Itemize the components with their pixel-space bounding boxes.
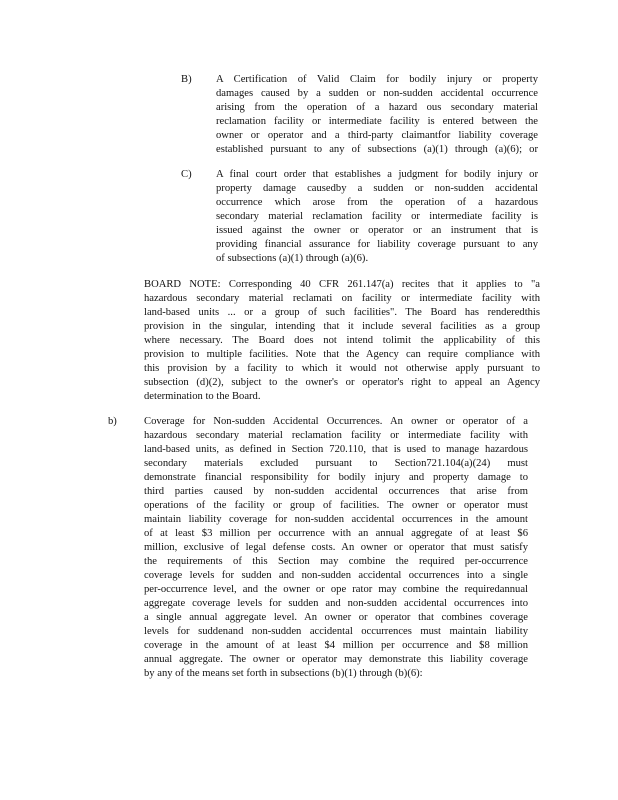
- text-line: coverage levels for sudden and non-sudden accidental occurrences into a single: [144, 570, 528, 581]
- text-line: aggregate coverage levels for sudden and non-sudden accidental occurrences into: [144, 598, 528, 609]
- list-item-text: [216, 168, 538, 266]
- text-line: land-based units ... or a group of such facilities". The Board has renderedthis: [144, 307, 540, 318]
- text-line: per-occurrence level, and the owner or ope rator may combine the requiredannual: [144, 584, 528, 595]
- text-line: third parties caused by non-sudden accidental occurrences that arise from: [144, 486, 528, 497]
- list-marker: B): [181, 74, 192, 85]
- text-line: coverage in the amount of at least $4 million per occurrence and $8 million: [144, 640, 528, 651]
- list-marker: C): [181, 169, 192, 180]
- text-line: reclamation facility or intermediate facility is entered between the: [216, 116, 538, 127]
- text-line: levels for suddenand non-sudden accidental occurrences must maintain liability: [144, 626, 528, 637]
- text-line: issued against the owner or operator or an instrument that is: [216, 225, 538, 236]
- text-line: established pursuant to any of subsections (a)(1) through (a)(6); or: [216, 144, 538, 155]
- text-line: provision in the singular, intending that it include several facilities as a group: [144, 321, 540, 332]
- board-note: [144, 278, 540, 404]
- text-line: owner or operator and a third-party claimantfor liability coverage: [216, 130, 538, 141]
- subsection-marker: b): [108, 416, 117, 427]
- text-line: property damage causedby a sudden or non-sudden accidental: [216, 183, 538, 194]
- text-line: demonstrate financial responsibility for bodily injury and property damage to: [144, 472, 528, 483]
- list-item-text: [216, 73, 538, 157]
- text-line: A Certification of Valid Claim for bodily injury or property: [216, 74, 538, 85]
- text-line: hazardous secondary material reclamati on facility or intermediate facility with: [144, 293, 540, 304]
- text-line: provision to multiple facilities. Note that the Agency can require compliance with: [144, 349, 540, 360]
- text-line: determination to the Board.: [144, 391, 261, 402]
- text-line: of at least $3 million per occurrence with an annual aggregate of at least $6: [144, 528, 528, 539]
- text-line: annual aggregate. The owner or operator may demonstrate this liability coverage: [144, 654, 528, 665]
- text-line: where necessary. The Board does not intend tolimit the applicability of this: [144, 335, 540, 346]
- text-line: BOARD NOTE: Corresponding 40 CFR 261.147(a) recites that it applies to "a: [144, 279, 540, 290]
- text-line: arising from the operation of a hazard ous secondary material: [216, 102, 538, 113]
- text-line: damages caused by a sudden or non-sudden accidental occurrence: [216, 88, 538, 99]
- text-line: secondary materials excluded pursuant to Section721.104(a)(24) must: [144, 458, 528, 469]
- text-line: occurrence which arose from the operation of a hazardous: [216, 197, 538, 208]
- text-line: secondary material reclamation facility or intermediate facility is: [216, 211, 538, 222]
- text-line: Coverage for Non-sudden Accidental Occurrences. An owner or operator of a: [144, 416, 528, 427]
- text-line: subsection (d)(2), subject to the owner's or operator's right to appeal an Agency: [144, 377, 540, 388]
- text-line: A final court order that establishes a judgment for bodily injury or: [216, 169, 538, 180]
- text-line: maintain liability coverage for non-sudden accidental occurrences in the amount: [144, 514, 528, 525]
- text-line: the requirements of this Section may combine the required per-occurrence: [144, 556, 528, 567]
- text-line: a single annual aggregate level. An owner or operator that combines coverage: [144, 612, 528, 623]
- text-line: land-based units, as defined in Section 720.110, that is used to manage hazardous: [144, 444, 528, 455]
- text-line: providing financial assurance for liability coverage pursuant to any: [216, 239, 538, 250]
- text-line: of subsections (a)(1) through (a)(6).: [216, 253, 369, 264]
- text-line: million, exclusive of legal defense costs. An owner or operator that must satisfy: [144, 542, 528, 553]
- text-line: operations of the facility or group of facilities. The owner or operator must: [144, 500, 528, 511]
- text-line: this provision by a facility to which it would not otherwise apply pursuant to: [144, 363, 540, 374]
- subsection-text: [144, 415, 528, 681]
- text-line: hazardous secondary material reclamation facility or intermediate facility with: [144, 430, 528, 441]
- text-line: by any of the means set forth in subsections (b)(1) through (b)(6):: [144, 668, 423, 679]
